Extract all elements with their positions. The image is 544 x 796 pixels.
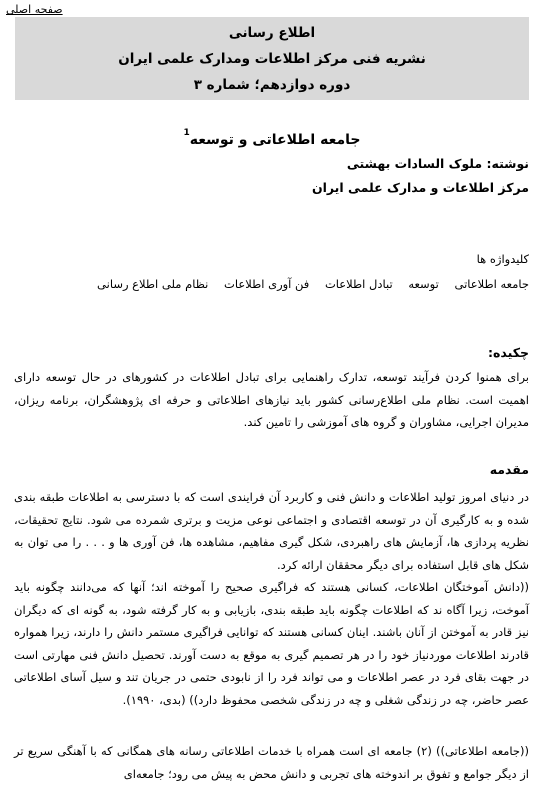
keyword-item: تبادل اطلاعات [324,277,393,291]
abstract-heading: چکیده: [488,345,529,360]
article-title [0,128,544,148]
keyword-item: نظام ملی اطلاع رسانی [97,277,209,291]
abstract-paragraph: برای همنوا کردن فرآیند توسعه، تدارک راهنمایی برای تبادل اطلاعات در کشورهای در حال توسعه دارای اهمیت است. نظام ملی اطلاع‌رسانی کشور باید نیازهای اطلاعاتی و حرفه ای پژوهشگران، برنامه ریزان، مدیران اجرایی، مشاوران و گروه های آموزشی را تامین کند. [14,370,529,429]
keywords-list [85,277,529,291]
home-link[interactable]: صفحه اصلی [6,3,63,16]
keywords-label: کلیدواژه ها [476,252,529,266]
article-title-text: جامعه اطلاعاتی و توسعه [189,132,361,148]
journal-header [15,17,529,100]
keyword-item: توسعه [408,277,439,291]
author-line: نوشته: ملوک السادات بهشتی [346,156,529,171]
title-footnote-mark: 1 [183,128,190,138]
keyword-item: فن آوری اطلاعات [224,277,310,291]
keyword-item: جامعه اطلاعاتی [454,277,529,291]
intro-heading: مقدمه [489,462,529,477]
journal-title: اطلاع رسانی [228,25,316,41]
journal-issue: دوره دوازدهم؛ شماره ۳ [193,77,351,93]
journal-subtitle: نشریه فنی مرکز اطلاعات ومدارک علمی ایران [118,51,426,67]
intro-paragraph-2: ((دانش آموختگان اطلاعات، کسانی هستند که فراگیری صحیح را آموخته اند؛ آنها که می‌دانند چگونه باید آموخت، زیرا آگاه ند که اطلاعات چگونه باید طبقه بندی، بازیابی و به کار گرفته شود، به گونه ای که دیگران نیز قادر به آموختن از آنان باشند. اینان کسانی هستند که توانایی فراگیری مستمر دانش را دارند، زیرا همواره قادرند اطلاعات موردنیاز خود را در هر تصمیم گیری به موقع به دست آورند. تحصیل دانش فنی مهارتی است در جهت بقای فرد در عصر اطلاعات و می تواند فرد را از نابودی حتمی در جریان تند و سیل آسای اطلاعاتی عصر حاضر، چه در زندگی شغلی و چه در زندگی شخصی محفوظ دارد)) (بدی، ۱۹۹۰). [14,580,529,707]
intro-paragraph-3: ((جامعه اطلاعاتی)) (۲) جامعه ای است همراه با خدمات اطلاعاتی رسانه های همگانی که با آهنگی سریع تر از دیگر جوامع و تفوق بر اندوخته های تجربی و دانش محض به پیش می رود؛ جامعه‌ای [14,744,529,781]
organization-line: مرکز اطلاعات و مدارک علمی ایران [311,180,529,195]
intro-paragraph-1: در دنیای امروز تولید اطلاعات و دانش فنی و کاربرد آن فرایندی است که با دسترسی به اطلاعات طبقه بندی شده و به کارگیری آن در توسعه اقتصادی و اجتماعی نوعی مزیت و برتری شمرده می شود. نتایج تحقیقات، نظریه پردازی ها، آزمایش های راهبردی، شکل گیری مفاهیم، مشاهده ها، فن آوری ها و . . . را می توان به شکل های قابل استفاده برای دیگر محققان ارائه کرد. [14,490,529,572]
